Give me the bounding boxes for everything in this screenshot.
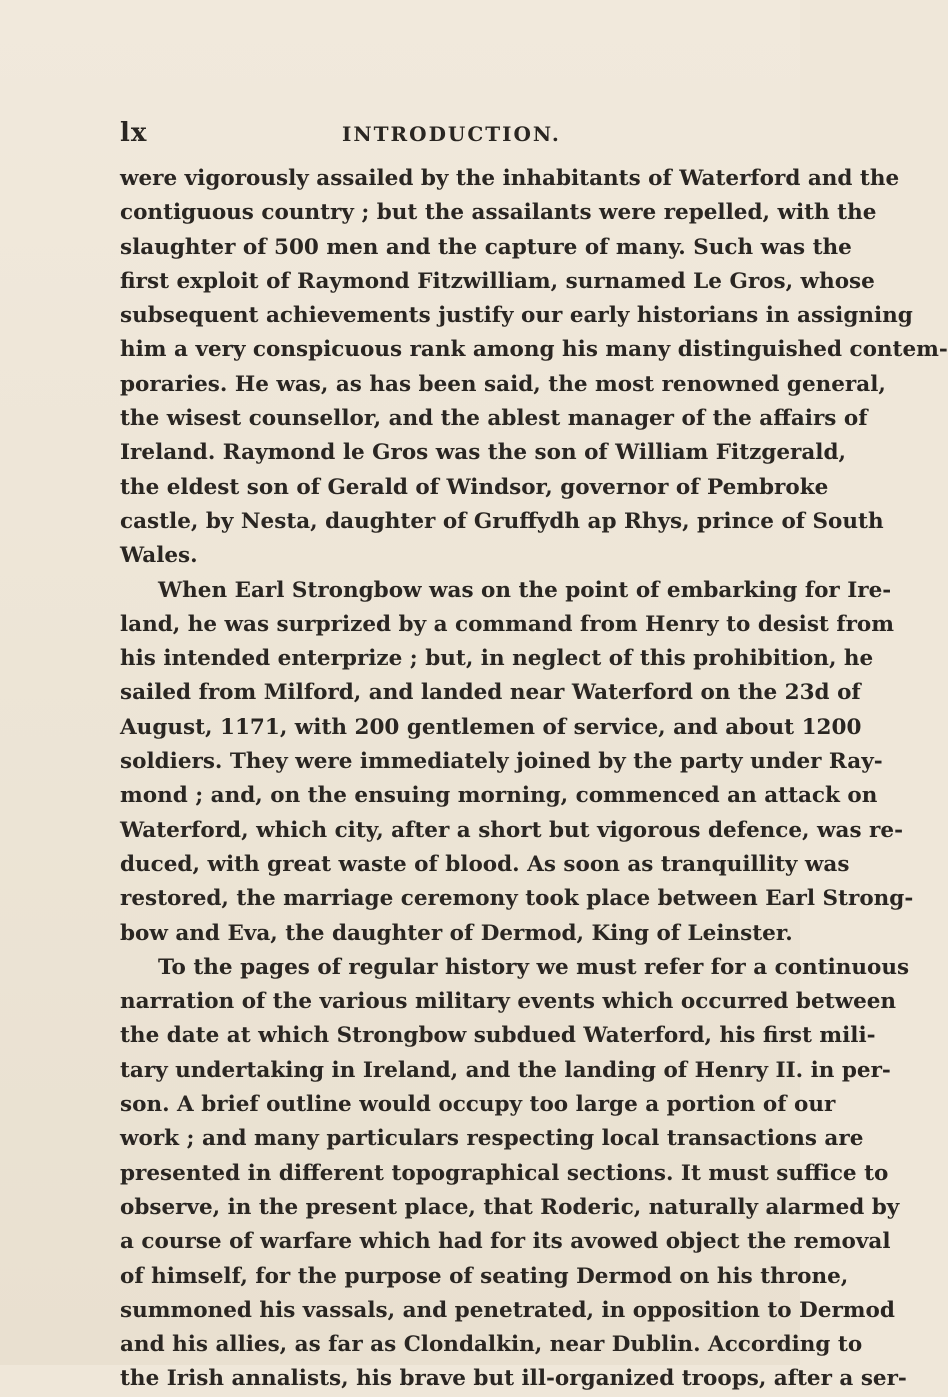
text-line: presented in different topographical sections. It must suffice to — [120, 1160, 889, 1186]
text-line: soldiers. They were immediately joined by the party under Ray- — [120, 749, 883, 775]
text-line: sailed from Milford, and landed near Waterford on the 23d of — [120, 680, 861, 706]
text-line: restored, the marriage ceremony took place between Earl Strong- — [120, 886, 914, 912]
text-line: poraries. He was, as has been said, the most renowned general, — [120, 371, 886, 397]
page-number: lx — [120, 118, 148, 148]
text-line: contiguous country ; but the assailants were repelled, with the — [120, 200, 877, 226]
paragraph-start-line: When Earl Strongbow was on the point of embarking for Ire- — [158, 577, 892, 603]
text-line: him a very conspicuous rank among his many distinguished contem- — [120, 337, 948, 363]
text-line: slaughter of 500 men and the capture of many. Such was the — [120, 234, 852, 260]
text-line: land, he was surprized by a command from Henry to desist from — [120, 611, 894, 637]
text-line: summoned his vassals, and penetrated, in opposition to Dermod — [120, 1297, 895, 1323]
text-line: of himself, for the purpose of seating Dermod on his throne, — [120, 1263, 849, 1289]
text-line: Wales. — [120, 543, 198, 569]
text-line: the wisest counsellor, and the ablest manager of the affairs of — [120, 406, 868, 432]
paragraph-start-line: To the pages of regular history we must refer for a continuous — [158, 954, 910, 980]
text-line: narration of the various military events which occurred between — [120, 989, 897, 1015]
text-line: mond ; and, on the ensuing morning, commenced an attack on — [120, 783, 878, 809]
text-line: the date at which Strongbow subdued Waterford, his first mili- — [120, 1023, 876, 1049]
text-line: work ; and many particulars respecting local transactions are — [120, 1126, 864, 1152]
text-line: Ireland. Raymond le Gros was the son of William Fitzgerald, — [120, 440, 846, 466]
text-line: tary undertaking in Ireland, and the landing of Henry II. in per- — [120, 1057, 891, 1083]
text-line: a course of warfare which had for its avowed object the removal — [120, 1229, 891, 1255]
text-line: and his allies, as far as Clondalkin, near Dublin. According to — [120, 1332, 863, 1358]
running-head: INTRODUCTION. — [342, 122, 561, 146]
text-line: first exploit of Raymond Fitzwilliam, surnamed Le Gros, whose — [120, 268, 875, 294]
text-line: the eldest son of Gerald of Windsor, governor of Pembroke — [120, 474, 829, 500]
text-line: his intended enterprize ; but, in neglect of this prohibition, he — [120, 646, 874, 672]
text-line: castle, by Nesta, daughter of Gruffydh ap Rhys, prince of South — [120, 508, 884, 534]
text-line: bow and Eva, the daughter of Dermod, King of Leinster. — [120, 920, 793, 946]
page-header — [120, 118, 760, 158]
text-line: duced, with great waste of blood. As soon as tranquillity was — [120, 851, 850, 877]
text-line: observe, in the present place, that Roderic, naturally alarmed by — [120, 1194, 900, 1220]
text-line: subsequent achievements justify our early historians in assigning — [120, 303, 913, 329]
text-line: Waterford, which city, after a short but vigorous defence, was re- — [120, 817, 903, 843]
text-line: August, 1171, with 200 gentlemen of service, and about 1200 — [120, 714, 862, 740]
text-line: were vigorously assailed by the inhabitants of Waterford and the — [120, 166, 900, 191]
body-text — [120, 162, 948, 1397]
text-line: son. A brief outline would occupy too large a portion of our — [120, 1092, 836, 1118]
text-line: the Irish annalists, his brave but ill-organized troops, after a ser- — [120, 1366, 907, 1392]
